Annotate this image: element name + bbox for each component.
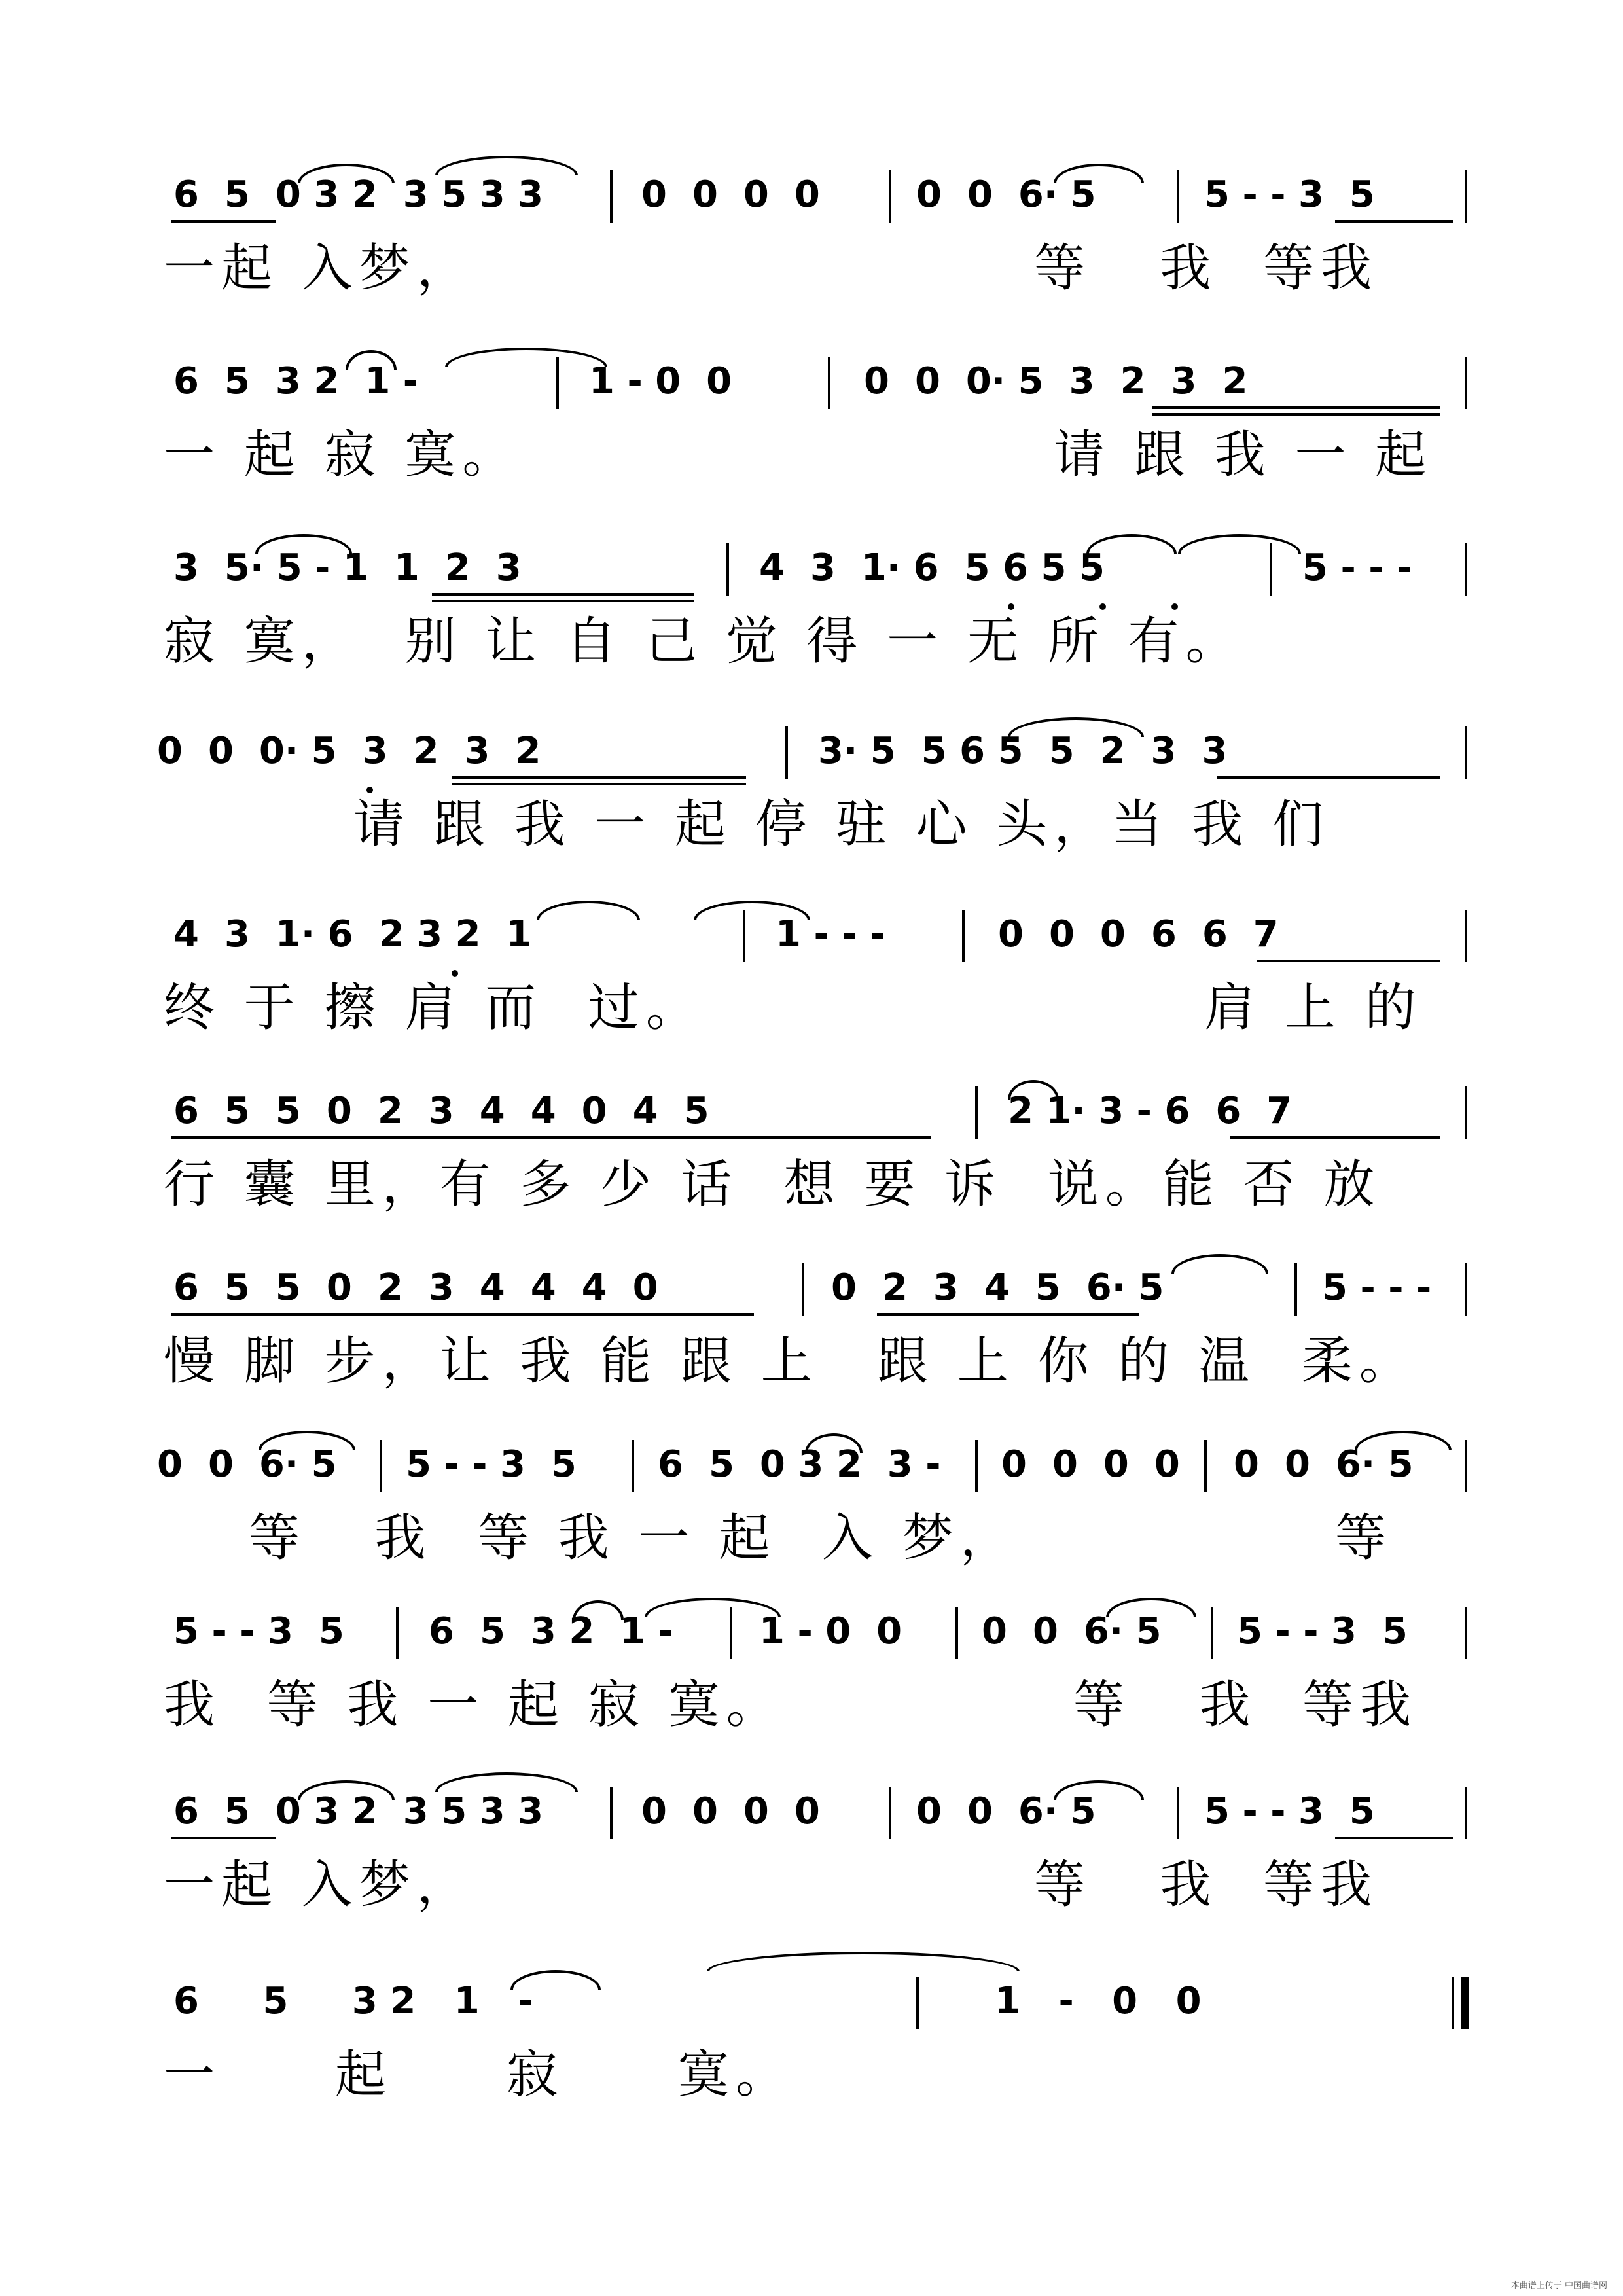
slur xyxy=(298,164,395,183)
barline xyxy=(1177,1787,1179,1839)
barline xyxy=(1270,543,1272,596)
notation-row xyxy=(0,1080,1623,1158)
measure-3: 5 - - - xyxy=(1322,1266,1432,1309)
lyrics-row xyxy=(0,2042,1623,2114)
underline xyxy=(452,776,746,779)
barline xyxy=(730,1607,732,1659)
measure-1: 6 5 5 0 2 3 4 4 0 4 5 xyxy=(173,1090,709,1132)
notation-row xyxy=(0,1970,1623,2049)
score-system-3 xyxy=(0,537,1623,700)
slur xyxy=(1171,1254,1268,1274)
lyric-segment: 行 囊 里，有 多 少 话 想 要 诉 说。能 否 放 xyxy=(164,1155,1382,1214)
lyrics-row xyxy=(0,422,1623,494)
measure-2: 0 0 0 0 xyxy=(641,1790,820,1833)
measure-1: 6 5 0 3 2 3 5 3 3 xyxy=(173,1790,544,1833)
barline xyxy=(1465,1440,1467,1492)
lyrics-row xyxy=(0,1505,1623,1577)
lyric-segment: 等 xyxy=(1335,1509,1393,1568)
measure-3: 1 - 0 0 xyxy=(759,1610,902,1653)
underline xyxy=(171,1313,754,1316)
notation-row xyxy=(0,1433,1623,1512)
slur xyxy=(1355,1431,1452,1450)
slur xyxy=(445,348,607,367)
barline xyxy=(955,1607,958,1659)
notation-row xyxy=(0,903,1623,982)
measure-2: 4 3 1· 6 5 6 5 5 xyxy=(759,547,1105,589)
measure-1: 6 5 0 3 2 3 5 3 3 xyxy=(173,173,544,216)
underline xyxy=(1217,776,1440,779)
measure-1: 6 5 3 2 1 - xyxy=(173,360,419,403)
underline xyxy=(877,1313,1139,1316)
slur xyxy=(1008,1080,1059,1100)
barline xyxy=(556,357,559,409)
measure-1: 0 0 0· 5 3 2 3 2 xyxy=(157,730,541,772)
barline xyxy=(889,170,891,223)
measure-1: 0 0 6· 5 xyxy=(157,1443,337,1486)
underline xyxy=(432,600,694,602)
measure-2: 1 - - - xyxy=(776,913,885,956)
lyric-segment: 请 跟 我 一 起 xyxy=(1054,425,1433,484)
final-barline xyxy=(1461,1977,1469,2029)
slur xyxy=(298,1780,395,1800)
measure-1: 4 3 1· 6 2 3 2 1 xyxy=(173,913,532,956)
slur xyxy=(573,1600,624,1620)
slur xyxy=(1008,717,1144,737)
barline xyxy=(1294,1263,1297,1316)
measure-2: 0 2 3 4 5 6· 5 xyxy=(831,1266,1164,1309)
lyric-segment: 慢 脚 步，让 我 能 跟 上 xyxy=(164,1332,819,1391)
score-system-5 xyxy=(0,903,1623,1067)
barline xyxy=(975,1440,978,1492)
underline xyxy=(1152,413,1440,416)
slur xyxy=(1086,534,1177,554)
slur xyxy=(255,534,352,554)
notation-row xyxy=(0,164,1623,242)
barline xyxy=(1211,1607,1213,1659)
lyric-segment: 肩 上 的 xyxy=(1204,978,1423,1037)
measure-5: 5 - - 3 5 xyxy=(1237,1610,1408,1653)
measure-5: 0 0 6· 5 xyxy=(1234,1443,1414,1486)
lyrics-row xyxy=(0,609,1623,681)
measure-3: 0 0 0· 5 3 2 3 2 xyxy=(864,360,1248,403)
slur xyxy=(510,1970,601,1990)
score-system-6 xyxy=(0,1080,1623,1244)
lyric-segment: 等 我 等我 xyxy=(1073,1676,1418,1734)
barline xyxy=(1177,170,1179,223)
score-system-2 xyxy=(0,350,1623,514)
measure-2: 3· 5 5 6 5 5 2 3 3 xyxy=(818,730,1228,772)
barline xyxy=(802,1263,804,1316)
notation-row xyxy=(0,1257,1623,1335)
slur xyxy=(537,901,640,920)
measure-4: 5 - - 3 5 xyxy=(1204,173,1375,216)
lyrics-row xyxy=(0,1672,1623,1744)
measure-1: 5 - - 3 5 xyxy=(173,1610,344,1653)
score-system-4 xyxy=(0,720,1623,884)
underline xyxy=(1152,406,1440,409)
lyrics-row xyxy=(0,792,1623,864)
measure-1: 3 5· 5 - 1 1 2 3 xyxy=(173,547,522,589)
measure-2: 5 - - 3 5 xyxy=(406,1443,577,1486)
barline xyxy=(1465,543,1467,596)
lyric-segment: 终 于 擦 肩 而 过。 xyxy=(164,978,704,1037)
measure-1: 6 5 5 0 2 3 4 4 4 0 xyxy=(173,1266,658,1309)
slur xyxy=(1054,1780,1144,1800)
barline xyxy=(610,170,613,223)
barline xyxy=(828,357,830,409)
underline xyxy=(1335,220,1453,223)
lyric-segment: 等 我 等 我 一 起 入 梦， xyxy=(249,1509,1018,1568)
measure-2: 2 1· 3 - 6 6 7 xyxy=(1008,1090,1293,1132)
measure-1: 6 5 3 2 1 - xyxy=(173,1980,533,2022)
lyrics-row xyxy=(0,975,1623,1047)
underline xyxy=(452,783,746,785)
notation-row xyxy=(0,1600,1623,1679)
barline xyxy=(1465,357,1467,409)
underline xyxy=(1230,1136,1440,1139)
final-barline-thin xyxy=(1452,1977,1454,2029)
lyric-segment: 一起 入梦， xyxy=(164,239,474,298)
lyric-segment: 请 跟 我 一 起 停 驻 心 头，当 我 们 xyxy=(353,795,1330,854)
lyric-segment: 一起 入梦， xyxy=(164,1856,474,1914)
lyrics-row xyxy=(0,236,1623,308)
barline xyxy=(726,543,729,596)
underline xyxy=(171,1136,931,1139)
score-system-8 xyxy=(0,1433,1623,1597)
barline xyxy=(1465,1607,1467,1659)
barline xyxy=(975,1086,978,1139)
barline xyxy=(743,910,745,962)
slur xyxy=(435,1772,578,1792)
upload-credit: 本曲谱上传于 中国曲谱网 xyxy=(1510,2281,1607,2291)
slur xyxy=(1106,1598,1196,1617)
barline xyxy=(916,1977,919,2029)
measure-3: 5 - - - xyxy=(1302,547,1412,589)
slur xyxy=(707,1952,1020,1971)
measure-2: 1 - 0 0 xyxy=(589,360,732,403)
slur xyxy=(259,1431,355,1450)
lyrics-row xyxy=(0,1152,1623,1224)
underline xyxy=(171,1837,276,1839)
measure-2: 1 - 0 0 xyxy=(995,1980,1202,2022)
lyrics-row xyxy=(0,1852,1623,1924)
slur xyxy=(1178,534,1301,554)
barline xyxy=(1204,1440,1207,1492)
slur xyxy=(435,156,578,175)
lyric-segment: 寂 寞， 别 让 自 己 觉 得 一 无 所 有。 xyxy=(164,612,1243,671)
measure-3: 0 0 0 6 6 7 xyxy=(998,913,1279,956)
lyric-segment: 等 我 等我 xyxy=(1034,239,1378,298)
notation-row xyxy=(0,350,1623,429)
notation-row xyxy=(0,537,1623,615)
barline xyxy=(1465,1263,1467,1316)
score-system-7 xyxy=(0,1257,1623,1420)
lyric-segment: 跟 上 你 的 温 柔。 xyxy=(877,1332,1417,1391)
notation-row xyxy=(0,1780,1623,1859)
barline xyxy=(396,1607,399,1659)
lyric-segment: 一 起 寂 寞。 xyxy=(164,425,520,484)
slur xyxy=(346,350,397,370)
barline xyxy=(1465,1787,1467,1839)
lyric-segment: 一 起 寂 寞。 xyxy=(164,2045,793,2104)
barline xyxy=(785,726,788,779)
underline xyxy=(1257,960,1440,962)
barline xyxy=(1465,170,1467,223)
lyric-segment: 我 等 我 一 起 寂 寞。 xyxy=(164,1676,784,1734)
measure-3: 0 0 6· 5 xyxy=(916,173,1096,216)
score-system-9 xyxy=(0,1600,1623,1764)
barline xyxy=(632,1440,634,1492)
score-system-1 xyxy=(0,164,1623,327)
measure-4: 0 0 0 0 xyxy=(1001,1443,1180,1486)
measure-2: 6 5 3 2 1 - xyxy=(429,1610,674,1653)
lyrics-row xyxy=(0,1329,1623,1401)
underline xyxy=(171,220,276,223)
measure-4: 0 0 6· 5 xyxy=(982,1610,1162,1653)
measure-2: 0 0 0 0 xyxy=(641,173,820,216)
barline xyxy=(1465,910,1467,962)
underline xyxy=(432,593,694,596)
underline xyxy=(1335,1837,1453,1839)
barline xyxy=(889,1787,891,1839)
measure-4: 5 - - 3 5 xyxy=(1204,1790,1375,1833)
barline xyxy=(380,1440,382,1492)
notation-row xyxy=(0,720,1623,798)
barline xyxy=(610,1787,613,1839)
measure-3: 6 5 0 3 2 3 - xyxy=(658,1443,941,1486)
slur xyxy=(1054,164,1144,183)
score-system-10 xyxy=(0,1780,1623,1944)
barline xyxy=(1465,726,1467,779)
measure-3: 0 0 6· 5 xyxy=(916,1790,1096,1833)
barline xyxy=(1465,1086,1467,1139)
barline xyxy=(962,910,965,962)
slur xyxy=(805,1433,863,1453)
lyric-segment: 等 我 等我 xyxy=(1034,1856,1378,1914)
score-system-11 xyxy=(0,1970,1623,2134)
